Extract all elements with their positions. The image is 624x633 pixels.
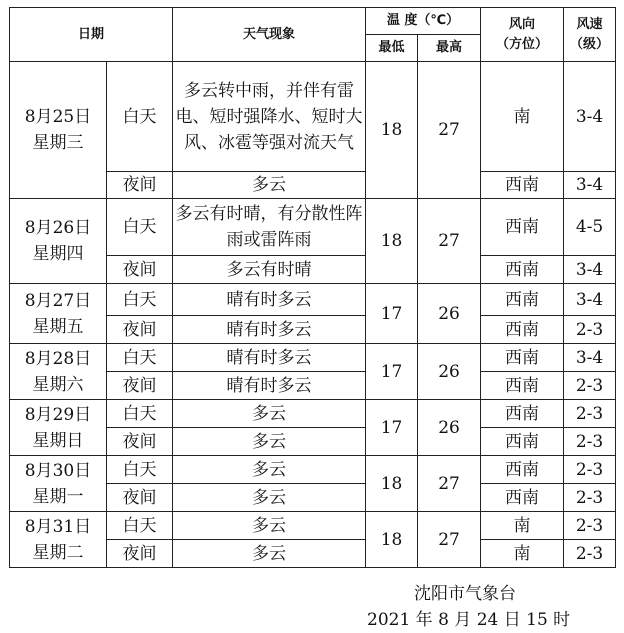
wind-direction: 西南 [481, 256, 564, 284]
date-cell [10, 62, 107, 199]
wind-speed: 3-4 [564, 284, 616, 316]
wind-direction: 西南 [481, 400, 564, 428]
table-row [10, 62, 616, 172]
wind-direction: 西南 [481, 199, 564, 256]
header-wind-speed-unit: （级） [570, 36, 610, 52]
issue-time: 2021 年 8 月 24 日 15 时 [367, 610, 571, 630]
wind-speed: 3-4 [564, 344, 616, 372]
weather-text: 晴有时多云 [173, 372, 366, 400]
period-label: 白天 [107, 199, 173, 256]
weekday-label: 星期一 [32, 486, 84, 507]
date-label: 8月26日 [24, 218, 92, 238]
table-row [10, 284, 616, 316]
wind-direction: 西南 [481, 372, 564, 400]
header-temp: 温 度（℃） [366, 8, 481, 35]
header-weather: 天气现象 [173, 8, 366, 62]
period-label: 夜间 [107, 540, 173, 568]
period-label: 白天 [107, 344, 173, 372]
wind-direction: 南 [481, 540, 564, 568]
temp-min: 18 [366, 199, 418, 284]
wind-direction: 西南 [481, 344, 564, 372]
forecast-table [9, 7, 616, 568]
period-label: 白天 [107, 62, 173, 172]
wind-direction: 西南 [481, 316, 564, 344]
table-row [10, 400, 616, 428]
table-row [10, 512, 616, 540]
weather-text: 多云有时晴，有分散性阵雨或雷阵雨 [173, 199, 366, 256]
date-cell [10, 284, 107, 344]
header-wind-speed [564, 8, 616, 62]
temp-max: 26 [418, 344, 481, 400]
period-label: 夜间 [107, 172, 173, 199]
wind-speed: 2-3 [564, 512, 616, 540]
period-label: 白天 [107, 400, 173, 428]
table-row [10, 344, 616, 372]
table-header [10, 8, 616, 62]
temp-min: 18 [366, 456, 418, 512]
weather-text: 多云 [173, 540, 366, 568]
wind-direction: 南 [481, 62, 564, 172]
period-label: 夜间 [107, 372, 173, 400]
wind-speed: 4-5 [564, 199, 616, 256]
temp-min: 17 [366, 400, 418, 456]
weekday-label: 星期二 [32, 542, 84, 563]
table-row [10, 456, 616, 484]
period-label: 白天 [107, 284, 173, 316]
temp-max: 27 [418, 62, 481, 199]
date-label: 8月31日 [24, 516, 92, 537]
period-label: 夜间 [107, 484, 173, 512]
header-date: 日期 [10, 8, 173, 62]
date-cell [10, 456, 107, 512]
issuer-name: 沈阳市气象台 [414, 584, 516, 604]
temp-min: 18 [366, 62, 418, 199]
wind-direction: 西南 [481, 172, 564, 199]
weather-text: 多云有时晴 [173, 256, 366, 284]
wind-speed: 3-4 [564, 172, 616, 199]
temp-max: 26 [418, 400, 481, 456]
weekday-label: 星期六 [32, 374, 84, 395]
header-wind-direction [481, 8, 564, 62]
weather-text: 多云 [173, 400, 366, 428]
period-label: 夜间 [107, 428, 173, 456]
header-wind-direction-unit: （方位） [496, 36, 549, 52]
temp-min: 17 [366, 344, 418, 400]
date-label: 8月29日 [24, 404, 92, 425]
wind-speed: 2-3 [564, 428, 616, 456]
temp-min: 17 [366, 284, 418, 344]
weather-text: 晴有时多云 [173, 284, 366, 316]
wind-speed: 3-4 [564, 62, 616, 172]
wind-speed: 2-3 [564, 456, 616, 484]
weather-text: 多云 [173, 172, 366, 199]
wind-speed: 2-3 [564, 540, 616, 568]
wind-speed: 2-3 [564, 484, 616, 512]
weather-text: 多云 [173, 428, 366, 456]
header-wind-direction-label: 风向 [509, 16, 536, 32]
temp-min: 18 [366, 512, 418, 568]
weather-text: 多云 [173, 456, 366, 484]
period-label: 白天 [107, 456, 173, 484]
weather-text: 多云转中雨，并伴有雷电、短时强降水、短时大风、冰雹等强对流天气 [173, 62, 366, 172]
date-cell [10, 512, 107, 568]
temp-max: 27 [418, 512, 481, 568]
header-wind-speed-label: 风速 [576, 16, 603, 32]
weekday-label: 星期日 [32, 430, 84, 451]
header-temp-max: 最高 [418, 35, 481, 62]
temp-max: 26 [418, 284, 481, 344]
date-cell [10, 400, 107, 456]
table-row [10, 199, 616, 256]
weather-text: 多云 [173, 484, 366, 512]
wind-speed: 2-3 [564, 316, 616, 344]
date-label: 8月25日 [24, 107, 92, 127]
date-label: 8月30日 [24, 460, 92, 481]
period-label: 夜间 [107, 256, 173, 284]
wind-direction: 南 [481, 512, 564, 540]
weekday-label: 星期五 [32, 316, 84, 337]
weather-text: 晴有时多云 [173, 316, 366, 344]
weekday-label: 星期四 [32, 244, 84, 264]
table-body [10, 62, 616, 568]
weekday-label: 星期三 [32, 133, 84, 153]
temp-max: 27 [418, 456, 481, 512]
wind-direction: 西南 [481, 484, 564, 512]
weather-text: 晴有时多云 [173, 344, 366, 372]
date-cell [10, 199, 107, 284]
date-label: 8月28日 [24, 348, 92, 369]
period-label: 白天 [107, 512, 173, 540]
header-temp-min: 最低 [366, 35, 418, 62]
wind-direction: 西南 [481, 428, 564, 456]
wind-direction: 西南 [481, 456, 564, 484]
period-label: 夜间 [107, 316, 173, 344]
wind-speed: 2-3 [564, 400, 616, 428]
date-label: 8月27日 [24, 290, 92, 311]
temp-max: 27 [418, 199, 481, 284]
wind-speed: 3-4 [564, 256, 616, 284]
weather-text: 多云 [173, 512, 366, 540]
date-cell [10, 344, 107, 400]
wind-speed: 2-3 [564, 372, 616, 400]
wind-direction: 西南 [481, 284, 564, 316]
